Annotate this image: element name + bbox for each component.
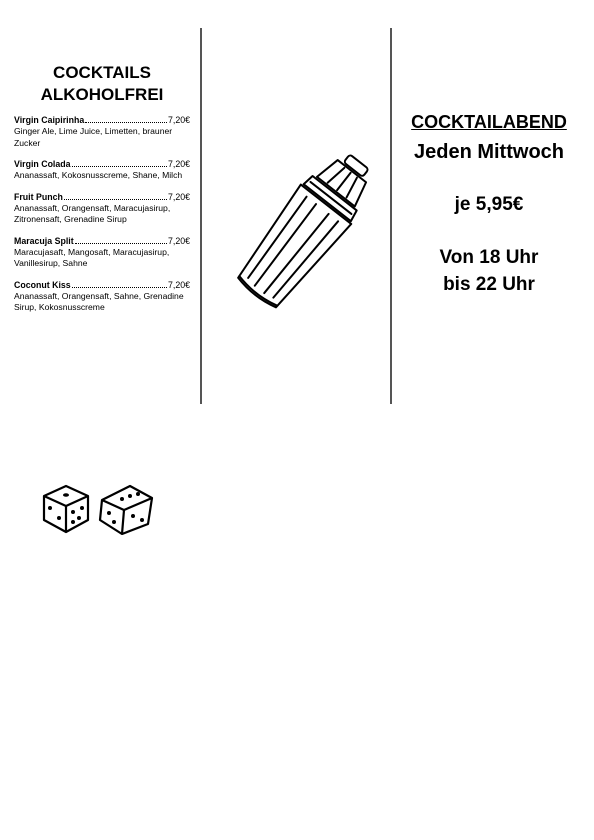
menu-title-line1: COCKTAILS (53, 63, 151, 82)
item-name: Virgin Colada (14, 159, 71, 169)
item-description: Maracujasaft, Mangosaft, Maracujasirup, Vanillesirup, Sahne (14, 246, 170, 268)
item-name: Coconut Kiss (14, 279, 71, 290)
menu-item (14, 158, 190, 182)
item-name: Virgin Caipirinha (14, 115, 85, 125)
menu-item (14, 191, 190, 226)
item-price: 7,20€ (167, 235, 190, 246)
item-name: Fruit Punch (14, 191, 63, 202)
event-day: Jeden Mittwoch (413, 141, 564, 163)
item-price: 7,20€ (167, 279, 190, 290)
cocktail-shaker-icon (222, 140, 382, 320)
item-name: Maracuja Split (14, 235, 74, 246)
menu-column (14, 62, 190, 323)
item-description: Ginger Ale, Lime Juice, Limetten, brauner Zucker (14, 126, 173, 148)
leader-dots (75, 243, 167, 244)
event-price: je 5,95€ (454, 194, 524, 215)
menu-item (14, 114, 190, 149)
event-time-end: bis 22 Uhr (443, 274, 535, 295)
leader-dots (85, 122, 167, 123)
item-description: Ananassaft, Kokosnusscreme, Shane, Milch (14, 170, 183, 180)
item-description: Ananassaft, Orangensaft, Sahne, Grenadine Sirup, Kokosnusscreme (14, 290, 184, 312)
event-title: COCKTAILABEND (411, 112, 567, 132)
event-column (392, 112, 586, 298)
leader-dots (64, 199, 167, 200)
event-time (392, 244, 586, 298)
item-price: 7,20€ (167, 159, 190, 169)
item-description: Ananassaft, Orangensaft, Maracujasirup, Zitronensaft, Grenadine Sirup (14, 202, 171, 224)
divider-left (200, 28, 202, 404)
event-time-start: Von 18 Uhr (439, 247, 539, 268)
menu-title-line2: ALKOHOLFREI (40, 85, 164, 104)
item-price: 7,20€ (167, 191, 190, 202)
leader-dots (72, 166, 167, 167)
item-price: 7,20€ (167, 115, 190, 125)
menu-item (14, 279, 190, 314)
menu-title (14, 62, 190, 106)
menu-item (14, 235, 190, 270)
dice-icon (40, 480, 155, 535)
leader-dots (72, 287, 167, 288)
